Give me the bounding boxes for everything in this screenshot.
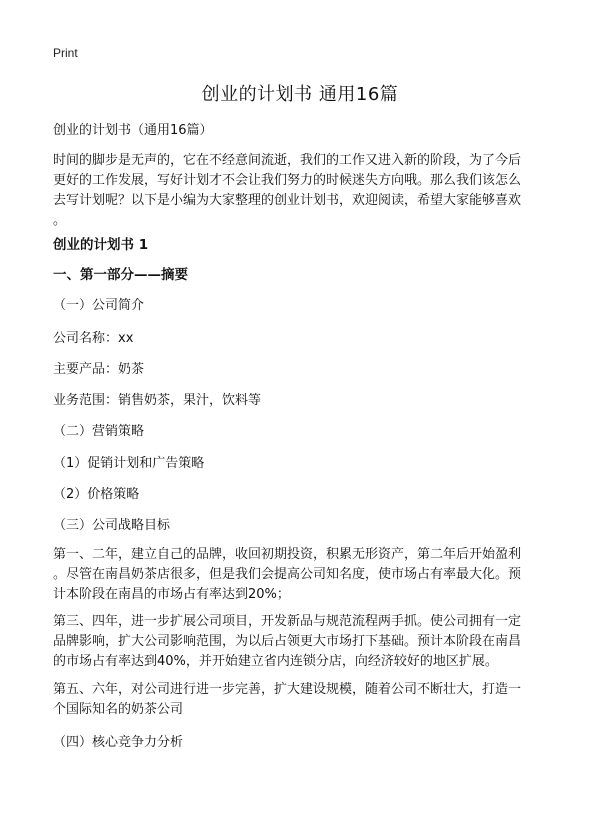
goal-line: 个国际知名的奶茶公司 xyxy=(53,702,184,717)
pricing-item: （2）价格策略 xyxy=(53,487,140,502)
goal-paragraph-2 xyxy=(53,612,583,672)
strategy-goal-heading: （三）公司战略目标 xyxy=(53,518,171,533)
company-intro-heading: （一）公司简介 xyxy=(53,298,145,313)
goal-line: 。尽管在南昌奶茶店很多，但是我们会提高公司知名度，使市场占有率最大化。预 xyxy=(53,567,522,582)
goal-line: 第三、四年，进一步扩展公司项目，开发新品与规范流程两手抓。使公司拥有一定 xyxy=(53,614,522,629)
business-scope: 业务范围：销售奶茶，果汁，饮料等 xyxy=(53,393,262,408)
part-heading: 一、第一部分——摘要 xyxy=(53,267,188,283)
goal-line: 的市场占有率达到40%，并开始建立省内连锁分店，向经济较好的地区扩展。 xyxy=(53,654,498,669)
document-subtitle: 创业的计划书（通用16篇） xyxy=(53,123,213,138)
main-product: 主要产品：奶茶 xyxy=(53,362,145,377)
section-heading: 创业的计划书 1 xyxy=(53,237,149,253)
intro-paragraph xyxy=(53,151,583,231)
promo-item: （1）促销计划和广告策略 xyxy=(53,456,205,471)
goal-line: 计本阶段在南昌的市场占有率达到20%； xyxy=(53,587,290,602)
goal-paragraph-1 xyxy=(53,545,583,605)
intro-line: 时间的脚步是无声的，它在不经意间流逝，我们的工作又进入新的阶段，为了今后 xyxy=(53,153,522,168)
goal-line: 品牌影响，扩大公司影响范围，为以后占领更大市场打下基础。预计本阶段在南昌 xyxy=(53,634,522,649)
print-link[interactable]: Print xyxy=(53,46,78,60)
company-name: 公司名称：xx xyxy=(53,331,134,346)
goal-line: 第五、六年，对公司进行进一步完善，扩大建设规模，随着公司不断壮大，打造一 xyxy=(53,682,522,697)
core-competency-heading: （四）核心竞争力分析 xyxy=(53,735,184,750)
document-title: 创业的计划书 通用16篇 xyxy=(201,84,399,105)
goal-paragraph-3 xyxy=(53,680,583,720)
goal-line: 第一、二年，建立自己的品牌，收回初期投资，积累无形资产，第二年后开始盈利 xyxy=(53,547,522,562)
marketing-heading: （二）营销策略 xyxy=(53,424,145,439)
intro-line: 去写计划呢？以下是小编为大家整理的创业计划书，欢迎阅读，希望大家能够喜欢 xyxy=(53,193,522,208)
intro-line: 更好的工作发展，写好计划才不会让我们努力的时候迷失方向哦。那么我们该怎么 xyxy=(53,173,522,188)
intro-line: 。 xyxy=(53,213,67,228)
